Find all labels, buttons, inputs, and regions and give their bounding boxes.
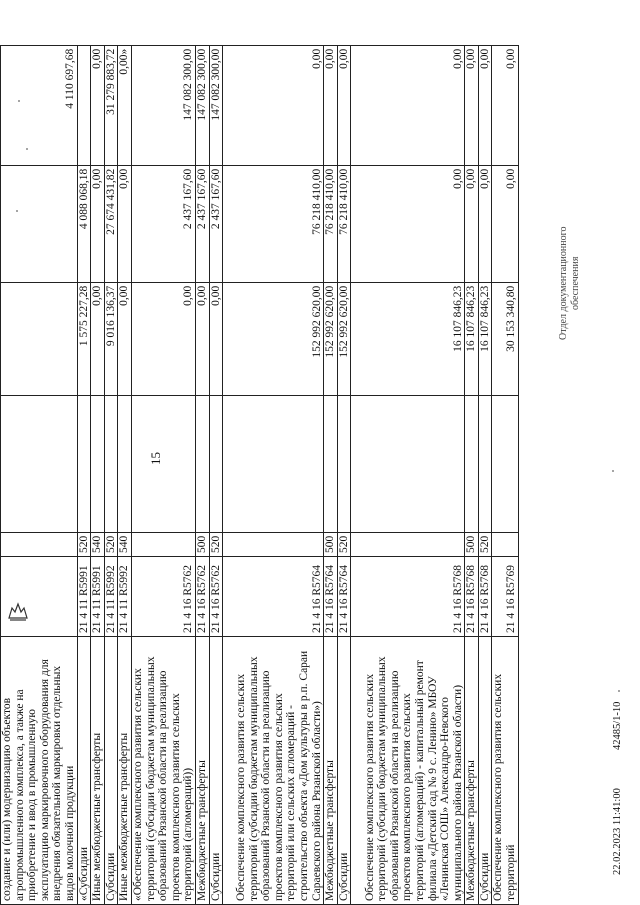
row-blank-cell	[118, 395, 132, 532]
row-name-cell: Субсидии	[209, 637, 223, 905]
scan-artifact	[16, 210, 18, 212]
table-row	[209, 45, 223, 904]
table-row	[91, 45, 105, 904]
row-value-cell: 30 153 340,80	[492, 282, 518, 395]
row-value-cell: 0,00	[91, 165, 105, 282]
row-name-cell: Иные межбюджетные трансферты	[118, 637, 132, 905]
row-code-cell: 21 4 16 R5762	[209, 557, 223, 637]
table-row	[77, 45, 91, 904]
table-row	[195, 45, 209, 904]
scan-artifact	[612, 470, 614, 472]
table-row	[351, 45, 465, 904]
row-value-cell: 152 992 620,00	[223, 282, 324, 395]
row-code-cell: 21 4 16 R5764	[223, 557, 324, 637]
table-row	[465, 45, 479, 904]
row-type-cell: 500	[195, 532, 209, 556]
table-row	[118, 45, 132, 904]
row-value-cell: 0,00	[131, 282, 195, 395]
row-value-cell: 152 992 620,00	[337, 282, 351, 395]
row-blank-cell	[478, 395, 492, 532]
table-row	[104, 45, 118, 904]
row-code-cell: 21 4 16 R5768	[478, 557, 492, 637]
row-blank-cell	[91, 395, 105, 532]
row-blank-cell	[337, 395, 351, 532]
table-row	[478, 45, 492, 904]
row-value-cell: 0,00»	[118, 45, 132, 165]
row-value-cell: 147 082 300,00	[131, 45, 195, 165]
row-blank-cell	[104, 395, 118, 532]
row-name-cell: Субсидии	[478, 637, 492, 905]
row-name-cell: Обеспечение комплексного развития сельских территорий	[492, 637, 518, 905]
row-value-cell: 0,00	[118, 282, 132, 395]
row-type-cell: 520	[209, 532, 223, 556]
row-value-cell: 4 088 068,18	[77, 165, 91, 282]
footer-timestamp: 22.02.2023 11:41:00	[612, 788, 623, 875]
row-blank-cell	[195, 395, 209, 532]
table-row	[131, 45, 195, 904]
row-type-cell: 520	[478, 532, 492, 556]
table-row	[337, 45, 351, 904]
row-value-cell: 0,00	[465, 45, 479, 165]
row-code-cell: 21 4 11 R5992	[118, 557, 132, 637]
row-type-cell	[492, 532, 518, 556]
table-row	[1, 45, 78, 904]
row-name-cell: Иные межбюджетные трансферты	[91, 637, 105, 905]
row-value-cell: 0,00	[118, 165, 132, 282]
table-row	[492, 45, 518, 904]
row-code-cell: 21 4 11 R5991	[91, 557, 105, 637]
row-code-cell	[1, 557, 78, 637]
table-row	[324, 45, 338, 904]
row-value-cell: 0,00	[223, 45, 324, 165]
row-type-cell	[1, 532, 78, 556]
row-value-cell: 0,00	[209, 282, 223, 395]
row-value-cell: 147 082 300,00	[209, 45, 223, 165]
row-type-cell: 500	[465, 532, 479, 556]
row-value-cell: 2 437 167,60	[131, 165, 195, 282]
footer-doc-id: 42485/1-10	[612, 701, 623, 750]
row-value-cell: 0,00	[492, 45, 518, 165]
row-value-cell: 0,00	[324, 45, 338, 165]
scan-artifact	[18, 100, 20, 102]
scan-artifact	[26, 148, 28, 150]
row-name-cell: Межбюджетные трансферты	[324, 637, 338, 905]
row-value-cell: 0,00	[465, 165, 479, 282]
table-row	[223, 45, 324, 904]
row-code-cell: 21 4 16 R5764	[337, 557, 351, 637]
row-name-cell: Обеспечение комплексного развития сельских территорий (субсидии бюджетам муниципальных образований Рязанской области на реализацию проектов комплексного развития сельских территорий или сельских агломераций - строительство объекта «Дом культуры в р.п. Сараи Сараевского района Рязанской области»)	[223, 637, 324, 905]
row-type-cell: 520	[337, 532, 351, 556]
row-name-cell: «Обеспечение комплексного развития сельских территорий (субсидии бюджетам муниципальных образований Рязанской области на реализацию проектов комплексного развития сельских территорий (агломераций))	[131, 637, 195, 905]
row-blank-cell	[324, 395, 338, 532]
row-type-cell	[351, 532, 465, 556]
row-value-cell: 0,00	[478, 165, 492, 282]
row-value-cell: 0,00	[195, 282, 209, 395]
row-type-cell	[223, 532, 324, 556]
row-code-cell: 21 4 16 R5768	[351, 557, 465, 637]
row-blank-cell	[351, 395, 465, 532]
row-value-cell: 0,00	[351, 45, 465, 165]
row-value-cell: 0,00	[492, 165, 518, 282]
row-value-cell: 27 674 431,82	[104, 165, 118, 282]
department-stamp	[558, 227, 582, 340]
row-name-cell: Межбюджетные трансферты	[195, 637, 209, 905]
row-value-cell: 76 218 410,00	[223, 165, 324, 282]
stamp-line-1: Отдел документационного	[558, 226, 569, 340]
budget-table	[0, 45, 519, 905]
row-code-cell: 21 4 16 R5762	[131, 557, 195, 637]
row-type-cell	[131, 532, 195, 556]
row-value-cell: 0,00	[351, 165, 465, 282]
row-type-cell: 520	[104, 532, 118, 556]
row-type-cell: 540	[118, 532, 132, 556]
row-value-cell: 2 437 167,60	[209, 165, 223, 282]
row-value-cell: 4 110 697,68	[1, 45, 78, 165]
row-value-cell: 31 279 883,72	[104, 45, 118, 165]
row-value-cell: 16 107 846,23	[351, 282, 465, 395]
row-code-cell: 21 4 11 R5992	[104, 557, 118, 637]
row-value-cell: 16 107 846,23	[465, 282, 479, 395]
row-code-cell: 21 4 16 R5764	[324, 557, 338, 637]
row-name-cell: Субсидии	[104, 637, 118, 905]
row-code-cell: 21 4 16 R5768	[465, 557, 479, 637]
row-value-cell: 152 992 620,00	[324, 282, 338, 395]
row-name-cell: Субсидии	[337, 637, 351, 905]
stamp-line-2: обеспечения	[570, 256, 581, 310]
row-name-cell: «Субсидии	[77, 637, 91, 905]
row-code-cell: 21 4 16 R5762	[195, 557, 209, 637]
page-number: 15	[148, 452, 163, 465]
row-blank-cell	[492, 395, 518, 532]
row-type-cell: 540	[91, 532, 105, 556]
row-value-cell	[1, 165, 78, 282]
row-value-cell: 0,00	[478, 45, 492, 165]
row-value-cell: 76 218 410,00	[337, 165, 351, 282]
row-blank-cell	[77, 395, 91, 532]
row-value-cell: 2 437 167,60	[195, 165, 209, 282]
emblem-icon	[6, 600, 30, 622]
row-value-cell: 9 016 136,37	[104, 282, 118, 395]
row-name-cell: Межбюджетные трансферты	[465, 637, 479, 905]
row-value-cell: 76 218 410,00	[324, 165, 338, 282]
row-blank-cell	[465, 395, 479, 532]
row-blank-cell	[1, 395, 78, 532]
row-blank-cell	[209, 395, 223, 532]
row-type-cell: 500	[324, 532, 338, 556]
row-code-cell: 21 4 11 R5991	[77, 557, 91, 637]
scan-artifact	[618, 690, 620, 692]
row-type-cell: 520	[77, 532, 91, 556]
row-value-cell: 1 575 227,28	[77, 282, 91, 395]
row-value-cell	[77, 45, 91, 165]
row-name-cell: создание и (или) модернизацию объектов агропромышленного комплекса, а также на приобретение и ввод в промышленную эксплуатацию маркировочного оборудования для внедрения обязательной маркировки отдельных видов молочной продукции	[1, 637, 78, 905]
row-value-cell: 147 082 300,00	[195, 45, 209, 165]
row-name-cell: Обеспечение комплексного развития сельских территорий (субсидии бюджетам муниципальных образований Рязанской области на реализацию проектов комплексного развития сельских территорий (агломераций) - капитальный ремонт филиала «Детский сад № 9 с. Ленино» МБОУ «Ленинская СОШ» Александро-Невского муниципального района Рязанской области)	[351, 637, 465, 905]
row-code-cell: 21 4 16 R5769	[492, 557, 518, 637]
row-value-cell	[1, 282, 78, 395]
row-value-cell: 16 107 846,23	[478, 282, 492, 395]
row-value-cell: 0,00	[337, 45, 351, 165]
row-value-cell: 0,00	[91, 282, 105, 395]
row-value-cell: 0,00	[91, 45, 105, 165]
row-blank-cell	[223, 395, 324, 532]
